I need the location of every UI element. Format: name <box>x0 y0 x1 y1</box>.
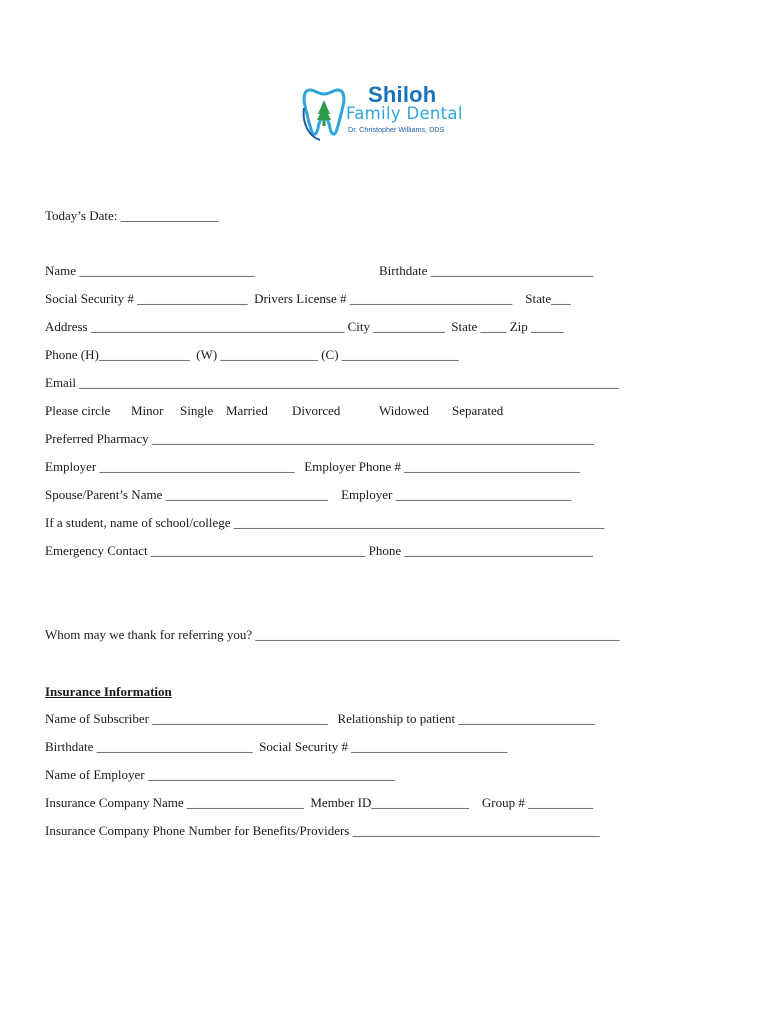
marital-status-label: Please circle <box>45 403 111 418</box>
ssn-license-field[interactable]: Social Security # _________________ Drivers License # _________________________ State___ <box>45 291 571 306</box>
subscriber-birthdate-ssn-field[interactable]: Birthdate ________________________ Social Security # ________________________ <box>45 739 508 754</box>
insurance-heading: Insurance Information <box>45 684 172 699</box>
logo-name-line1: Shiloh <box>368 82 437 107</box>
email-field[interactable]: Email ___________________________________________________________________________________ <box>45 375 619 390</box>
employer-field[interactable]: Employer ______________________________ Employer Phone # ___________________________ <box>45 459 580 474</box>
marital-option-married[interactable]: Married <box>226 403 268 418</box>
tooth-logo-icon <box>300 80 348 142</box>
birthdate-field[interactable]: Birthdate _________________________ <box>379 263 594 278</box>
spouse-parent-field[interactable]: Spouse/Parent’s Name _________________________ Employer ___________________________ <box>45 487 572 502</box>
marital-option-minor[interactable]: Minor <box>131 403 164 418</box>
marital-option-widowed[interactable]: Widowed <box>379 403 430 418</box>
insurance-company-field[interactable]: Insurance Company Name __________________ Member ID_______________ Group # __________ <box>45 795 594 810</box>
subscriber-field[interactable]: Name of Subscriber ___________________________ Relationship to patient _____________________ <box>45 711 595 726</box>
insurance-phone-field[interactable]: Insurance Company Phone Number for Benefits/Providers ______________________________________ <box>45 823 600 838</box>
marital-option-single[interactable]: Single <box>180 403 214 418</box>
school-field[interactable]: If a student, name of school/college _________________________________________________________ <box>45 515 605 530</box>
marital-option-divorced[interactable]: Divorced <box>292 403 341 418</box>
logo-doctor-name: Dr. Christopher Williams, DDS <box>348 125 445 134</box>
marital-option-separated[interactable]: Separated <box>452 403 504 418</box>
todays-date-field[interactable]: Today’s Date: _______________ <box>45 208 219 223</box>
practice-logo <box>300 80 470 142</box>
pharmacy-field[interactable]: Preferred Pharmacy ____________________________________________________________________ <box>45 431 594 446</box>
logo-name-line2: Family Dental <box>346 104 463 123</box>
emergency-contact-field[interactable]: Emergency Contact _________________________________ Phone _____________________________ <box>45 543 593 558</box>
name-field[interactable]: Name ___________________________ <box>45 263 255 278</box>
referral-field[interactable]: Whom may we thank for referring you? ________________________________________________________ <box>45 627 620 642</box>
phone-field[interactable]: Phone (H)______________ (W) _______________ (C) __________________ <box>45 347 459 362</box>
address-field[interactable]: Address _______________________________________ City ___________ State ____ Zip _____ <box>45 319 564 334</box>
subscriber-employer-field[interactable]: Name of Employer ______________________________________ <box>45 767 395 782</box>
